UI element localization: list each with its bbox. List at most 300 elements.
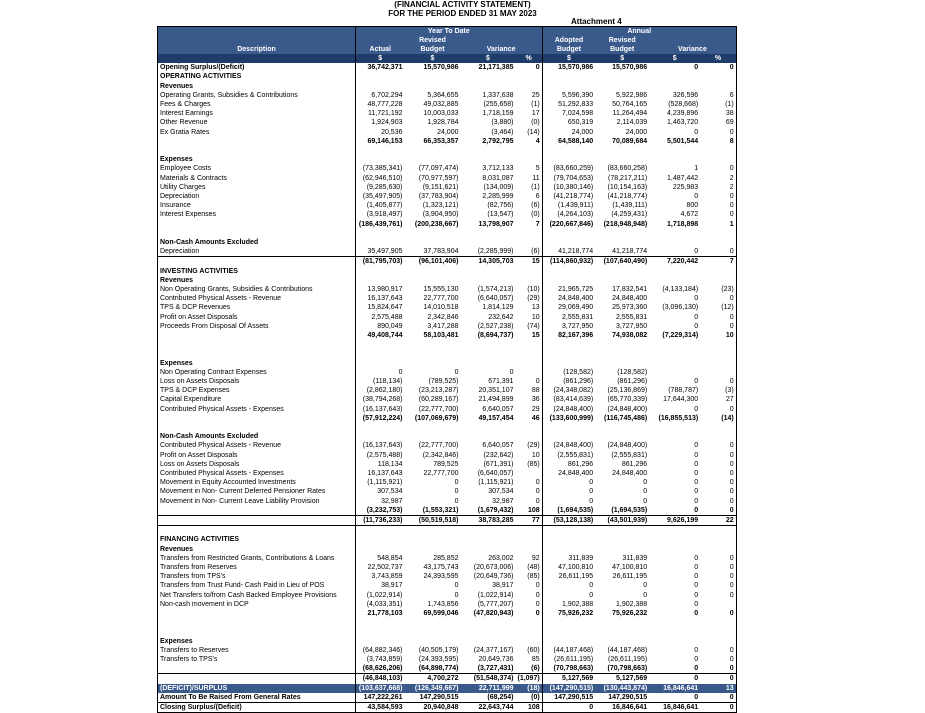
row-value: (3,904,950) (422, 211, 459, 219)
row-value: 22,777,700 (423, 470, 459, 478)
row-value: 17,644,300 (663, 396, 699, 404)
table-row (158, 497, 737, 506)
row-value (461, 535, 516, 544)
row-value (405, 340, 461, 349)
row-value: (255,658) (483, 101, 514, 109)
table-row (158, 276, 737, 285)
row-description: Non Operating Grants, Subsidies & Contributions (160, 286, 313, 294)
row-value (595, 238, 649, 247)
row-value: (2,575,488) (356, 451, 405, 460)
row-value (405, 545, 461, 554)
row-value: (1,679,432) (477, 506, 514, 514)
row-value: 0 (454, 591, 459, 599)
row-value (649, 359, 700, 368)
row-value: 32,987 (492, 497, 514, 505)
row-value (700, 545, 736, 554)
table-row (158, 220, 737, 229)
row-value: 118,134 (356, 460, 405, 469)
row-value (542, 267, 595, 276)
row-value (461, 72, 516, 81)
row-value: 0 (694, 405, 699, 413)
table-row (158, 247, 737, 257)
table-row (158, 183, 737, 192)
row-value: (1) (725, 101, 734, 109)
row-value: 0 (694, 313, 699, 321)
row-description: Profit on Asset Disposals (160, 313, 238, 321)
row-value: 14,010,518 (423, 304, 459, 312)
row-value: 0 (694, 442, 699, 450)
row-description: Ex Gratia Rates (160, 128, 210, 136)
row-value: 10,003,033 (423, 110, 459, 118)
table-row (158, 526, 737, 536)
row-value: 88 (531, 387, 540, 395)
row-value (700, 267, 736, 276)
row-value: 0 (542, 581, 595, 590)
row-value (405, 229, 461, 238)
table-row (158, 340, 737, 349)
header-revised-budget-annual-2: Budget (595, 45, 649, 54)
row-value: 285,852 (433, 554, 459, 562)
table-row (158, 294, 737, 303)
row-value: 0 (694, 128, 699, 136)
row-value: 890,049 (356, 322, 405, 331)
table-row (158, 469, 737, 478)
row-value: (3,918,497) (356, 210, 405, 219)
row-value (405, 238, 461, 247)
row-value: (50,519,518) (405, 516, 461, 526)
table-row (158, 331, 737, 340)
row-value: (14) (527, 128, 540, 136)
row-description: Contributed Physical Assets - Revenue (160, 295, 282, 303)
row-value (700, 432, 736, 441)
row-value: 21,171,385 (478, 64, 514, 72)
row-description: TPS & DCP Revenues (160, 304, 231, 312)
row-value: 0 (729, 479, 734, 487)
row-description: Non-cash movement in DCP (160, 600, 249, 608)
table-row (158, 581, 737, 590)
row-description: Depreciation (158, 247, 356, 257)
row-value: (53,128,138) (542, 516, 595, 526)
row-description (158, 516, 356, 526)
table-row (158, 506, 737, 516)
row-value: (85) (527, 460, 540, 468)
row-value: 0 (700, 703, 736, 713)
row-value: 38 (725, 110, 734, 118)
row-value: (20,673,006) (473, 564, 514, 572)
row-value: 0 (729, 313, 734, 321)
row-value (542, 627, 595, 636)
row-value: 1,487,442 (667, 174, 699, 182)
row-description: Non-Cash Amounts Excluded (160, 433, 259, 441)
row-value (595, 155, 649, 164)
row-value (595, 146, 649, 155)
row-value: 25 (531, 91, 540, 99)
row-value: 0 (729, 165, 734, 173)
row-value (516, 229, 543, 238)
row-value: (107,640,490) (603, 258, 648, 266)
row-value: 307,534 (488, 488, 514, 496)
row-value: 5,127,569 (542, 674, 595, 684)
row-value: (6) (531, 665, 540, 673)
row-value: (1,022,914) (356, 591, 405, 600)
row-description (158, 664, 356, 674)
row-value: 49,157,454 (478, 414, 514, 422)
row-value (542, 637, 595, 646)
row-value (405, 267, 461, 276)
row-value: (26,611,195) (608, 656, 648, 664)
row-value: 24,393,595 (423, 573, 459, 581)
row-value: (10) (527, 286, 540, 294)
row-value: 1,924,903 (356, 118, 405, 127)
row-value: 147,290,515 (542, 693, 595, 703)
row-value (649, 545, 700, 554)
row-value (700, 276, 736, 285)
table-row (158, 267, 737, 276)
row-description: OPERATING ACTIVITIES (160, 73, 242, 81)
row-value: 16,846,641 (595, 703, 649, 713)
row-description: Interest Expenses (160, 211, 217, 219)
row-value (595, 72, 649, 81)
row-value: 6 (729, 91, 734, 99)
row-value: 0 (649, 693, 700, 703)
row-value: (20,649,736) (473, 573, 514, 581)
row-value: 74,938,082 (612, 332, 648, 340)
row-value: (3,096,130) (662, 304, 699, 312)
header-blank (649, 36, 736, 45)
table-row (158, 137, 737, 146)
row-value: 0 (729, 554, 734, 562)
table-row (158, 210, 737, 219)
row-value: (8,694,737) (477, 332, 514, 340)
row-value: 789,525 (433, 460, 459, 468)
row-value: 0 (694, 646, 699, 654)
header-revised-budget-ytd-2: Budget (405, 45, 461, 54)
row-value: (134,009) (483, 183, 514, 191)
row-value: 861,296 (621, 460, 648, 468)
table-row (158, 627, 737, 636)
table-row (158, 303, 737, 312)
row-value: 0 (643, 488, 648, 496)
report-period: FOR THE PERIOD ENDED 31 MAY 2023 (388, 9, 537, 18)
row-value: 0 (729, 442, 734, 450)
row-value (649, 349, 700, 358)
row-value (405, 535, 461, 544)
row-value (542, 155, 595, 164)
row-value: 0 (729, 573, 734, 581)
row-value (516, 155, 543, 164)
row-value: (78,217,211) (608, 174, 648, 182)
row-value (542, 432, 595, 441)
row-value: 38,917 (356, 581, 405, 590)
unit-dollar: $ (649, 54, 700, 63)
attachment-label: Attachment 4 (571, 17, 622, 26)
row-value: (7,229,314) (662, 332, 699, 340)
row-value: 41,218,774 (542, 247, 595, 257)
row-value: (81,795,703) (356, 257, 405, 267)
row-value (595, 423, 649, 432)
table-row (158, 572, 737, 581)
row-value (461, 82, 516, 91)
row-value: (4,264,103) (542, 210, 595, 219)
table-row (158, 684, 737, 693)
row-value: 0 (454, 479, 459, 487)
row-value: 43,584,593 (356, 703, 405, 713)
row-value (542, 545, 595, 554)
row-description: Non-Cash Amounts Excluded (160, 239, 259, 247)
table-row (158, 405, 737, 414)
row-description: Insurance (160, 202, 191, 210)
row-value: 16,846,641 (649, 703, 700, 713)
row-value: 15,570,986 (423, 64, 459, 72)
row-value (516, 618, 543, 627)
row-value: 1,718,898 (667, 220, 699, 228)
table-row (158, 63, 737, 72)
row-value: 15 (531, 332, 540, 340)
row-value: 0 (542, 497, 595, 506)
row-value (595, 349, 649, 358)
row-value (356, 526, 405, 536)
row-description: Transfers to TPS's (160, 656, 218, 664)
row-description: INVESTING ACTIVITIES (160, 267, 238, 275)
row-value (461, 276, 516, 285)
table-row (158, 618, 737, 627)
row-value (356, 155, 405, 164)
row-value: 16,846,641 (649, 684, 700, 693)
row-value: (83,414,639) (542, 395, 595, 404)
row-description: Non Operating Contract Expenses (160, 368, 267, 376)
row-value: 0 (454, 488, 459, 496)
row-value (516, 146, 543, 155)
row-value: (29) (527, 295, 540, 303)
table-row (158, 460, 737, 469)
row-value: 0 (694, 610, 699, 618)
row-value: (74) (527, 322, 540, 330)
row-value: 0 (694, 479, 699, 487)
table-row (158, 155, 737, 164)
unit-dollar: $ (542, 54, 595, 63)
row-value: (0) (516, 693, 543, 703)
row-value (516, 627, 543, 636)
row-value (356, 359, 405, 368)
header-ytd: Year To Date (356, 27, 543, 37)
row-value (649, 155, 700, 164)
row-value: 66,353,357 (423, 137, 459, 145)
row-description: Expenses (160, 637, 193, 645)
row-value: 29,069,490 (542, 303, 595, 312)
row-value (595, 627, 649, 636)
row-value: 51,292,833 (542, 100, 595, 109)
row-value: 9,626,199 (649, 516, 700, 526)
row-value: 26,611,195 (542, 572, 595, 581)
header-blank (356, 36, 405, 45)
row-value: 48,777,228 (356, 100, 405, 109)
row-value: 85 (531, 656, 540, 664)
row-value (649, 637, 700, 646)
header-blank (158, 27, 356, 37)
table-row (158, 100, 737, 109)
row-value: 0 (694, 665, 699, 673)
row-value: 548,854 (356, 554, 405, 563)
row-value: 5,596,390 (542, 91, 595, 100)
row-value (595, 545, 649, 554)
row-value (516, 469, 543, 478)
row-value: 46 (531, 414, 540, 422)
table-row (158, 637, 737, 646)
row-value (649, 368, 700, 377)
row-value: 3,743,859 (356, 572, 405, 581)
row-value: 7 (535, 220, 540, 228)
row-value: 75,926,232 (542, 609, 595, 618)
header-adopted-budget-1: Adopted (542, 36, 595, 45)
row-value: 26,611,195 (612, 573, 648, 581)
row-value (356, 432, 405, 441)
row-value (649, 526, 700, 536)
row-value (649, 267, 700, 276)
row-value: 4,700,272 (405, 674, 461, 684)
row-value: (62,946,510) (356, 174, 405, 183)
row-value: 22,643,744 (461, 703, 516, 713)
row-value (461, 637, 516, 646)
row-value (461, 155, 516, 164)
row-value (700, 72, 736, 81)
row-value: 800 (686, 202, 699, 210)
row-value: 49,408,744 (356, 331, 405, 340)
row-description: Proceeds From Disposal Of Assets (160, 322, 269, 330)
table-row (158, 441, 737, 450)
row-value: (6) (531, 202, 540, 210)
row-value: 232,642 (488, 313, 514, 321)
table-row (158, 146, 737, 155)
row-description: Movement in Non- Current Deferred Pensioner Rates (160, 488, 326, 496)
row-value (700, 340, 736, 349)
row-value (649, 276, 700, 285)
row-value: 29 (531, 405, 540, 413)
row-value: 0 (694, 460, 699, 468)
table-row (158, 545, 737, 554)
row-value: (220,667,846) (542, 220, 595, 229)
row-value: (1,022,914) (477, 591, 514, 599)
row-description (158, 146, 356, 155)
row-value: (1,439,911) (542, 201, 595, 210)
row-description: Revenues (160, 276, 194, 284)
row-value: 0 (700, 247, 736, 257)
row-value: 16,137,643 (356, 469, 405, 478)
table-row (158, 487, 737, 496)
header-revised-budget-annual-1: Revised (595, 36, 649, 45)
row-value: (73,385,341) (356, 164, 405, 173)
row-value: 5 (535, 165, 540, 173)
row-value: (24,848,400) (542, 441, 595, 450)
row-value: 0 (694, 582, 699, 590)
row-value: 307,534 (356, 487, 405, 496)
header-variance-annual: Variance (649, 45, 736, 54)
row-value: 15,570,986 (612, 64, 648, 72)
row-value: 2,555,831 (542, 313, 595, 322)
row-value: (24,377,167) (473, 646, 514, 654)
row-value: 24,848,400 (542, 294, 595, 303)
row-value: 0 (643, 591, 648, 599)
row-value: (83,660,259) (542, 164, 595, 173)
row-value: 69,599,046 (423, 610, 459, 618)
row-description (158, 340, 356, 349)
row-value: (46,848,103) (356, 674, 405, 684)
row-description: Loss on Assets Disposals (160, 378, 240, 386)
row-value (516, 545, 543, 554)
row-value: 225,983 (672, 183, 699, 191)
row-value: (23,213,287) (418, 387, 459, 395)
row-value: (10,380,146) (542, 183, 595, 192)
table-row (158, 229, 737, 238)
row-description: FINANCING ACTIVITIES (160, 536, 240, 544)
row-description: Movement in Non- Current Leave Liability Provision (160, 497, 320, 505)
row-value: (11,736,233) (356, 516, 405, 526)
unit-dollar: $ (461, 54, 516, 63)
table-row (158, 516, 737, 526)
row-description (158, 627, 356, 636)
row-value: (789,525) (428, 378, 459, 386)
row-value: (1,574,213) (477, 286, 514, 294)
row-value: (37,783,904) (418, 193, 459, 201)
table-row (158, 703, 737, 713)
row-value: 24,000 (542, 128, 595, 137)
row-value (700, 526, 736, 536)
row-value: 0 (454, 582, 459, 590)
row-value: (671,391) (483, 460, 514, 468)
row-value (700, 423, 736, 432)
row-value: 1,902,388 (542, 600, 595, 609)
row-value: 0 (694, 497, 699, 505)
row-value: 2,285,999 (482, 193, 514, 201)
row-description: Transfers from TPS's (160, 573, 226, 581)
row-value (595, 340, 649, 349)
row-value (461, 146, 516, 155)
row-value: 4,239,896 (667, 110, 699, 118)
row-value: (22,777,700) (418, 405, 459, 413)
row-value: (861,296) (617, 378, 648, 386)
table-row (158, 395, 737, 404)
row-description: Transfers from Restricted Grants, Contributions & Loans (160, 554, 335, 562)
row-value (542, 238, 595, 247)
row-description: Loss on Assets Disposals (160, 460, 240, 468)
row-value (516, 368, 543, 377)
row-value: 15,555,130 (423, 286, 459, 294)
row-description: Revenues (160, 82, 194, 90)
row-value: 0 (643, 497, 648, 505)
row-value: 0 (649, 674, 700, 684)
row-value: (5,777,207) (477, 600, 514, 608)
row-value: (2,342,846) (422, 451, 459, 459)
row-value: 0 (729, 460, 734, 468)
row-value: 0 (700, 674, 736, 684)
row-value (405, 82, 461, 91)
row-value: 0 (454, 497, 459, 505)
row-value: 311,839 (622, 554, 648, 562)
table-row (158, 285, 737, 294)
row-value: (16,137,643) (356, 405, 405, 414)
row-value: 5,501,544 (667, 137, 699, 145)
row-description: Employee Costs (160, 165, 211, 173)
row-value: (79,704,653) (542, 174, 595, 183)
row-value: 671,391 (488, 378, 514, 386)
row-value: (4,033,351) (356, 600, 405, 609)
row-value: 77 (516, 516, 543, 526)
row-value: 5,364,655 (427, 91, 459, 99)
row-value: 1 (694, 165, 699, 173)
row-value (595, 432, 649, 441)
row-value: 35,497,905 (356, 247, 405, 257)
row-value: 5,922,986 (616, 91, 648, 99)
row-value: (1,553,321) (422, 506, 459, 514)
